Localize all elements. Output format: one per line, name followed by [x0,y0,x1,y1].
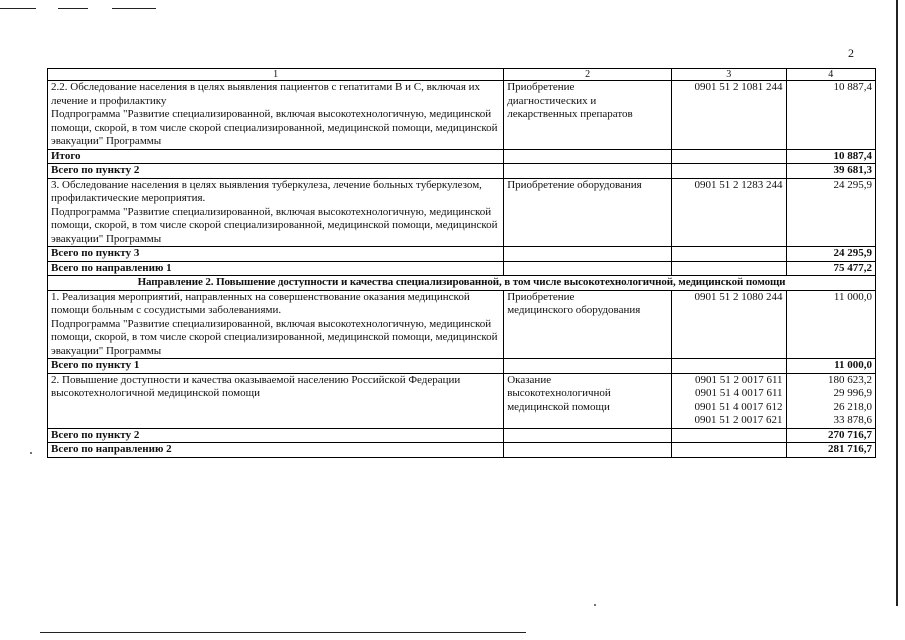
amount: 26 218,0 [833,400,872,413]
empty-cell [504,428,672,443]
empty-cell [504,247,672,262]
header-col-1: 1 [48,69,504,81]
total-amount: 281 716,7 [786,443,875,458]
total-amount: 24 295,9 [786,247,875,262]
budget-table [47,68,876,458]
total-row [48,359,876,374]
item-budget-codes [672,178,787,247]
item-budget-codes [672,373,787,428]
header-col-3: 3 [672,69,787,81]
item-amounts [786,290,875,359]
item-budget-codes [672,81,787,150]
item-row [48,81,876,150]
scan-artifact-top-2 [112,8,156,9]
item-amounts [786,81,875,150]
budget-code: 0901 51 2 0017 611 [694,373,783,386]
item-description: 1. Реализация мероприятий, направленных на совершенствование оказания медицинской помощи больным с сосудистыми заболеваниями. Подпрограмма "Развитие специализированной, включая высокотехнологичную, медицинской помощи, скорой, в том числе скорой специализированной, медицинской помощи, медицинской эвакуации" Программы [48,290,504,359]
direction-heading: Направление 2. Повышение доступности и качества специализированной, в том числе высокотехнологичной, медицинской помощи [48,276,876,291]
budget-code: 0901 51 2 0017 621 [694,414,783,426]
header-col-4: 4 [786,69,875,81]
total-row [48,261,876,276]
total-label: Всего по направлению 1 [48,261,504,276]
empty-cell [672,359,787,374]
item-expense-type: Оказание высокотехнологичной медицинской помощи [504,373,672,428]
item-description: 2. Повышение доступности и качества оказываемой населению Российской Федерации высокотехнологичной медицинской помощи [48,373,504,428]
header-col-2: 2 [504,69,672,81]
amount: 29 996,9 [833,387,872,399]
amount: 33 878,6 [833,414,872,426]
total-row [48,164,876,179]
total-amount: 10 887,4 [786,149,875,164]
scan-artifact-top [58,8,88,9]
total-label: Итого [48,149,504,164]
total-label: Всего по пункту 2 [48,164,504,179]
item-expense-type: Приобретение диагностических и лекарственных препаратов [504,81,672,150]
budget-code: 0901 51 4 0017 612 [694,400,783,413]
scan-speck-bottom [594,604,596,606]
empty-cell [504,359,672,374]
item-row [48,178,876,247]
empty-cell [504,443,672,458]
total-amount: 39 681,3 [786,164,875,179]
budget-code: 0901 51 2 1080 244 [694,290,783,303]
total-label: Всего по пункту 2 [48,428,504,443]
table-header-row [48,69,876,81]
direction-heading-row [48,276,876,291]
total-amount: 75 477,2 [786,261,875,276]
empty-cell [672,261,787,276]
total-row [48,149,876,164]
amount: 180 623,2 [828,373,872,386]
budget-code: 0901 51 2 1283 244 [694,178,783,191]
total-label: Всего по пункту 3 [48,247,504,262]
total-row [48,247,876,262]
empty-cell [672,443,787,458]
scan-artifact-right-edge [896,0,898,606]
budget-code: 0901 51 4 0017 611 [694,387,783,399]
empty-cell [672,428,787,443]
total-amount: 11 000,0 [786,359,875,374]
empty-cell [672,149,787,164]
item-amounts [786,373,875,428]
scan-speck-left [30,452,32,454]
item-expense-type: Приобретение медицинского оборудования [504,290,672,359]
empty-cell [504,164,672,179]
total-amount: 270 716,7 [786,428,875,443]
amount: 10 887,4 [833,81,872,93]
item-row [48,290,876,359]
empty-cell [672,247,787,262]
total-label: Всего по направлению 2 [48,443,504,458]
item-description: 3. Обследование населения в целях выявления туберкулеза, лечение больных туберкулезом, профилактические мероприятия. Подпрограмма "Развитие специализированной, включая высокотехнологичную, медицинской помощи, скорой, в том числе скорой специализированной, медицинской помощи, медицинской эвакуации" Программы [48,178,504,247]
total-label: Всего по пункту 1 [48,359,504,374]
total-row [48,443,876,458]
page-number: 2 [848,46,854,60]
item-description: 2.2. Обследование населения в целях выявления пациентов с гепатитами В и С, включая их лечение и профилактику Подпрограмма "Развитие специализированной, включая высокотехнологичную, медицинской помощи, скорой, в том числе скорой специализированной, медицинской помощи, медицинской эвакуации" Программы [48,81,504,150]
empty-cell [504,149,672,164]
empty-cell [672,164,787,179]
item-row [48,373,876,428]
empty-cell [504,261,672,276]
scan-artifact-top-left [0,8,36,9]
item-budget-codes [672,290,787,359]
scan-artifact-bottom [40,632,526,633]
amount: 24 295,9 [833,178,872,191]
item-expense-type: Приобретение оборудования [504,178,672,247]
budget-code: 0901 51 2 1081 244 [694,81,783,93]
item-amounts [786,178,875,247]
amount: 11 000,0 [833,290,872,303]
total-row [48,428,876,443]
